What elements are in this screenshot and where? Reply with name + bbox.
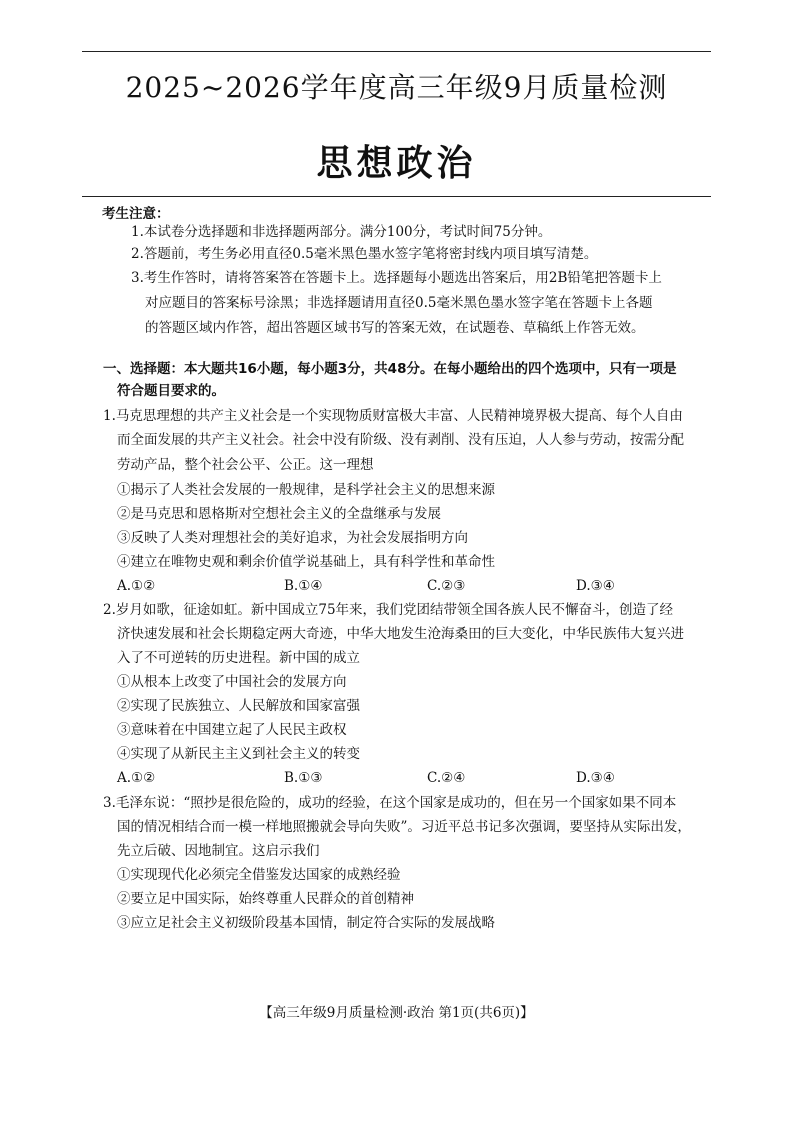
question-3-stem: 国的情况相结合而一模一样地照搬就会导向失败”。习近平总书记多次强调，要坚持从实际出发， — [117, 819, 691, 835]
question-1-stem: 劳动产品，整个社会公平、公正。这一理想 — [117, 457, 374, 473]
question-2-stem: 2.岁月如歌，征途如虹。新中国成立75年来，我们党团结带领全国各族人民不懈奋斗，创造了经 — [103, 602, 674, 618]
option-c[interactable]: C.②④ — [427, 770, 466, 786]
question-3-statement: ①实现现代化必须完全借鉴发达国家的成熟经验 — [117, 867, 401, 883]
question-3-statement: ②要立足中国实际，始终尊重人民群众的首创精神 — [117, 891, 414, 907]
question-3-stem: 3.毛泽东说：“照抄是很危险的，成功的经验，在这个国家是成功的，但在另一个国家如果不同本 — [103, 795, 677, 811]
question-3-stem: 先立后破、因地制宜。这启示我们 — [117, 843, 320, 859]
notice-line: 的答题区域内作答，超出答题区域书写的答案无效，在试题卷、草稿纸上作答无效。 — [145, 320, 645, 336]
question-2-statement: ③意味着在中国建立起了人民民主政权 — [117, 722, 347, 738]
notice-line: 3.考生作答时，请将答案答在答题卡上。选择题每小题选出答案后，用2B铅笔把答题卡上 — [131, 270, 662, 286]
option-a[interactable]: A.①② — [117, 770, 156, 786]
question-1-stem: 1.马克思理想的共产主义社会是一个实现物质财富极大丰富、人民精神境界极大提高、每个人自由 — [103, 408, 683, 424]
question-2-statement: ②实现了民族独立、人民解放和国家富强 — [117, 698, 360, 714]
question-1-statement: ④建立在唯物史观和剩余价值学说基础上，具有科学性和革命性 — [117, 554, 495, 570]
option-b[interactable]: B.①④ — [284, 578, 323, 594]
option-d[interactable]: D.③④ — [576, 578, 615, 594]
question-1-statement: ③反映了人类对理想社会的美好追求，为社会发展指明方向 — [117, 530, 468, 546]
option-c[interactable]: C.②③ — [427, 578, 466, 594]
exam-title: 2025~2026学年度高三年级9月质量检测 — [125, 71, 668, 104]
question-2-statement: ①从根本上改变了中国社会的发展方向 — [117, 674, 347, 690]
question-1-statement: ②是马克思和恩格斯对空想社会主义的全盘继承与发展 — [117, 506, 441, 522]
notice-heading: 考生注意： — [102, 206, 170, 222]
section-heading-cont: 符合题目要求的。 — [117, 383, 225, 399]
option-b[interactable]: B.①③ — [284, 770, 323, 786]
question-2-statement: ④实现了从新民主主义到社会主义的转变 — [117, 746, 360, 762]
subject-title: 思想政治 — [316, 142, 477, 184]
question-1-stem: 而全面发展的共产主义社会。社会中没有阶级、没有剥削、没有压迫，人人参与劳动，按需分配 — [117, 432, 684, 448]
section-heading: 一、选择题：本大题共16小题，每小题3分，共48分。在每小题给出的四个选项中，只有一项是 — [103, 361, 677, 377]
top-rule — [82, 51, 711, 52]
option-a[interactable]: A.①② — [117, 578, 156, 594]
question-2-stem: 济快速发展和社会长期稳定两大奇迹，中华大地发生沧海桑田的巨大变化，中华民族伟大复兴进 — [117, 626, 684, 642]
question-2-stem: 入了不可逆转的历史进程。新中国的成立 — [117, 650, 360, 666]
notice-line: 1.本试卷分选择题和非选择题两部分。满分100分，考试时间75分钟。 — [131, 224, 552, 240]
header-rule — [82, 196, 711, 197]
option-d[interactable]: D.③④ — [576, 770, 615, 786]
page-footer: 【高三年级9月质量检测·政治 第1页(共6页)】 — [259, 1005, 534, 1021]
question-1-statement: ①揭示了人类社会发展的一般规律，是科学社会主义的思想来源 — [117, 482, 495, 498]
notice-line: 2.答题前，考生务必用直径0.5毫米黑色墨水签字笔将密封线内项目填写清楚。 — [131, 246, 598, 262]
notice-line: 对应题目的答案标号涂黑；非选择题请用直径0.5毫米黑色墨水签字笔在答题卡上各题 — [145, 295, 653, 311]
question-3-statement: ③应立足社会主义初级阶段基本国情，制定符合实际的发展战略 — [117, 915, 495, 931]
